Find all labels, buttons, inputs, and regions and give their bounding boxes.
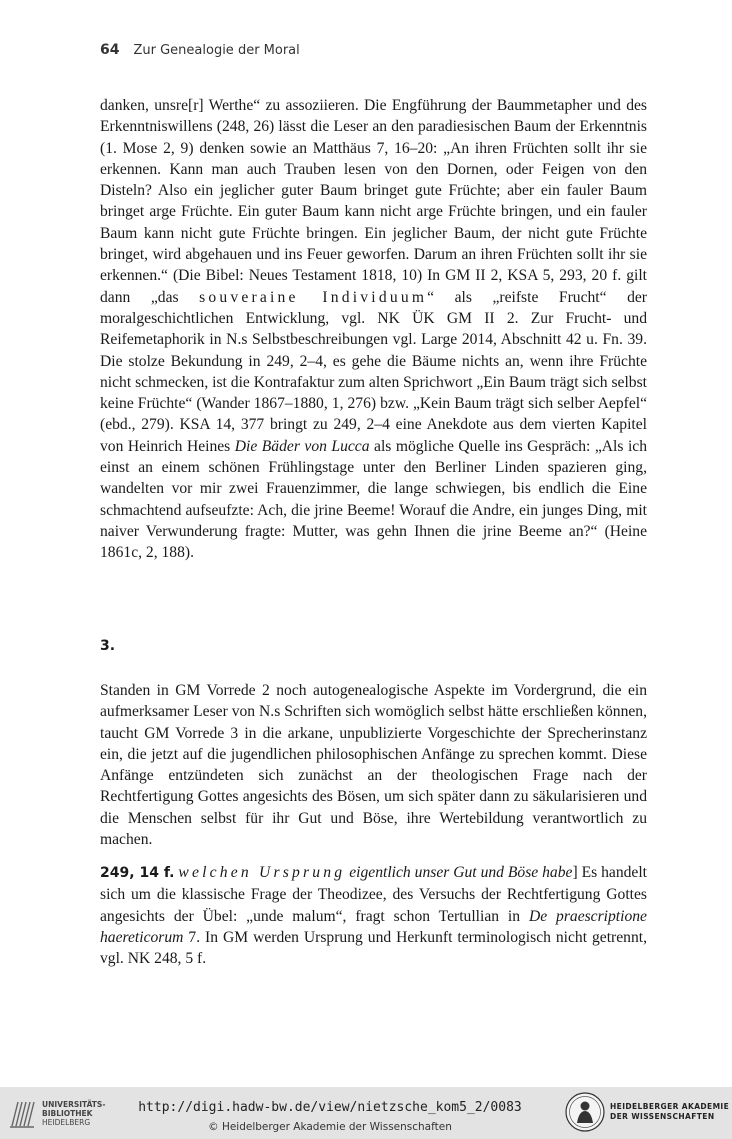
copyright-notice: © Heidelberger Akademie der Wissenschaften [208,1121,452,1133]
page-number: 64 [100,42,120,58]
paragraph: Standen in GM Vorrede 2 noch autogenealogische Aspekte im Vordergrund, die ein aufmerksamer Leser von N.s Schriften sich womöglich selbst hätte erschließen können, taucht GM Vorrede 3 in die arkane, unpublizierte Vorgeschichte der Sprecherinstanz ein, die jetzt auf die jugendlichen philosophischen Anfänge zu sprechen kommt. Diese Anfänge entzündeten sich zunächst an der theologischen Frage nach der Rechtfertigung Gottes angesichts des Bösen, um sich später dann zu säkularisieren und die Menschen selbst für ihr Gut und Böse, ihre Wertebildung verantwortlich zu machen. [100,682,647,849]
footer-bar [0,1087,732,1139]
lemma-italic: eigentlich unser Gut und Böse habe [345,864,573,881]
running-header [100,42,660,58]
text-run: ] Es handelt sich um die klassische Frage der Theodizee, des Versuchs der Rechtfertigung Gottes angesichts der Übel: „unde malum“, fragt schon Tertullian in [100,864,648,925]
commentary-block-2 [100,680,647,850]
ub-line-1: UNIVERSITÄTS- [42,1099,106,1109]
lemma-spaced: welchen Ursprung [178,864,346,881]
book-title-italic: De praescriptione haereticorum [100,907,647,946]
ub-line-3: HEIDELBERG [42,1117,91,1127]
hdaw-line-2: DER WISSENSCHAFTEN [610,1112,715,1121]
hdaw-logo[interactable] [565,1092,729,1132]
text-run: danken, unsre[r] Werthe“ zu assoziieren. Die Engführung der Baummetapher und des Erkenntniswillens (248, 26) lässt die Leser an den paradiesischen Baum der Erkenntnis (1. Mose 2, 9) denken sowie an Matthäus 7, 16–20: „An ihren Früchten sollt ihr sie erkennen. Kann man auch Trauben lesen von den Dornen, oder Feigen von den Disteln? Also ein jeglicher guter Baum bringet gute Früchte; aber ein fauler Baum bringet arge Früchte. Ein guter Baum kann nicht arge Früchte bringen, und ein fauler Baum kann nicht gute Früchte bringen. Ein jeglicher Baum, der nicht gute Früchte bringet, wird abgehauen und ins Feuer geworfen. Darum an ihren Früchten sollt ihr sie erkennen.“ (Die Bibel: Neues Testament 1818, 10) In GM II 2, KSA 5, 293, 20 f. gilt dann „das [100,97,647,306]
hdaw-logo-text [610,1102,729,1122]
permalink-url[interactable]: http://digi.hadw-bw.de/view/nietzsche_kom5_2/0083 [138,1100,522,1115]
lemma-reference: 249, 14 f. [100,865,175,881]
academy-seal-icon [565,1092,605,1132]
hdaw-line-1: HEIDELBERGER AKADEMIE [610,1102,730,1111]
ub-line-2: BIBLIOTHEK [42,1108,93,1118]
commentary-block-3 [100,862,647,969]
section-number: 3. [100,638,116,654]
commentary-block-1 [100,95,647,564]
text-run: als mögliche Quelle ins Gespräch: „Als ich einst an einem schönen Frühlingstage unter den Berliner Linden spazieren ging, wandelten vor mir zwei Frauenzimmer, die lange schwiegen, bis endlich die Eine schmachtend aufseufzte: Ach, die jrine Beeme! Worauf die Andre, ein junges Ding, mit naiver Verwunderung fragte: Mutter, was gehn Ihnen die jrine Beeme an?“ (Heine 1861c, 2, 188). [100,437,648,562]
running-title: Zur Genealogie der Moral [133,43,300,58]
paragraph [100,95,647,564]
book-title-italic: Die Bäder von Lucca [234,437,370,455]
spaced-emphasis: souveraine Individuum [199,288,428,306]
text-run: 7. In GM werden Ursprung und Herkunft terminologisch nicht getrennt, vgl. NK 248, 5 f. [100,928,647,968]
lemma-paragraph [100,862,647,969]
text-run: “ als „reifste Frucht“ der moralgeschichtlichen Entwicklung, vgl. NK ÜK GM II 2. Zur Frucht- und Reifemetaphorik in N.s Selbstbeschreibungen vgl. Large 2014, Abschnitt 42 u. Fn. 39. Die stolze Bekundung in 249, 2–4, es gehe die Bäume nichts an, wenn ihre Früchte nicht schmecken, ist die Kontrafaktur zum alten Sprichwort „Ein Baum trägt sich selbst keine Früchte“ (Wander 1867–1880, 1, 276) bzw. „Kein Baum trägt sich selber Aepfel“ (ebd., 279). KSA 14, 377 bringt zu 249, 2–4 eine Anekdote aus dem vierten Kapitel von Heinrich Heines [100,288,647,455]
